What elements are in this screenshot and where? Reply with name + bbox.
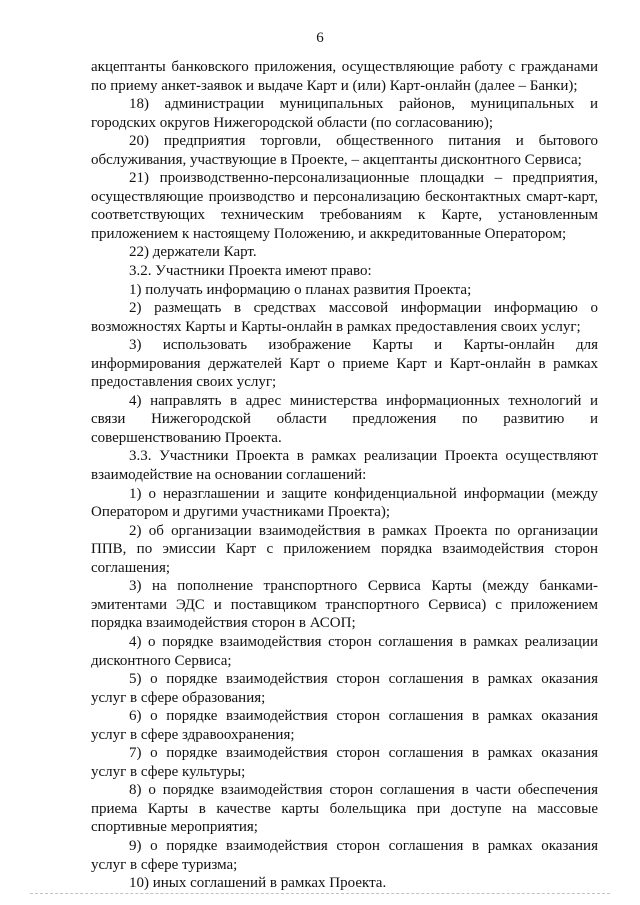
agreement-item-4: 4) о порядке взаимодействия сторон соглашения в рамках реализации дисконтного Сервиса; [91, 633, 598, 669]
agreement-item-7: 7) о порядке взаимодействия сторон соглашения в рамках оказания услуг в сфере культуры; [91, 745, 598, 780]
agreement-item-5: 5) о порядке взаимодействия сторон соглашения в рамках оказания услуг в сфере образования; [91, 671, 598, 706]
rights-item-1: 1) получать информацию о планах развития Проекта; [129, 281, 472, 298]
section-3-3-heading: 3.3. Участники Проекта в рамках реализации Проекта осуществляют взаимодействие на основании соглашений: [91, 448, 598, 484]
list-item-20: 20) предприятия торговли, общественного питания и бытового обслуживания, участвующие в Проекте, – акцептанты дисконтного Сервиса; [91, 133, 598, 168]
list-item-18: 18) администрации муниципальных районов, муниципальных и городских округов Нижегородской области (по согласованию); [91, 96, 598, 131]
agreement-item-8: 8) о порядке взаимодействия сторон соглашения в части обеспечения приема Карты в качестве карты болельщика при доступе на массовые спортивные мероприятия; [91, 782, 598, 836]
document-body [91, 58, 598, 893]
agreement-item-9: 9) о порядке взаимодействия сторон соглашения в рамках оказания услуг в сфере туризма; [91, 837, 598, 873]
scan-bottom-edge [30, 893, 610, 894]
agreement-item-1: 1) о неразглашении и защите конфиденциальной информации (между Оператором и другими участниками Проекта); [91, 485, 598, 521]
agreement-item-6: 6) о порядке взаимодействия сторон соглашения в рамках оказания услуг в сфере здравоохранения; [91, 708, 598, 743]
agreement-item-10: 10) иных соглашений в рамках Проекта. [129, 875, 387, 892]
rights-item-4: 4) направлять в адрес министерства информационных технологий и связи Нижегородской области предложения по развитию и совершенствованию Проекта. [91, 392, 598, 446]
agreement-item-3: 3) на пополнение транспортного Сервиса Карты (между банками-эмитентами ЭДС и поставщиком транспортного Сервиса) с приложением порядка взаимодействия сторон в АСОП; [91, 578, 598, 632]
list-item-21: 21) производственно-персонализационные площадки – предприятия, осуществляющие производство и персонализацию бесконтактных смарт-карт, соответствующих техническим требованиям к Карте, установленным приложением к настоящему Положению, и аккредитованные Оператором; [91, 170, 598, 242]
rights-item-3: 3) использовать изображение Карты и Карты-онлайн для информирования держателей Карт о приеме Карт и Карт-онлайн в рамках предоставления своих услуг; [91, 337, 598, 391]
section-3-2-heading: 3.2. Участники Проекта имеют право: [129, 263, 372, 280]
page-number: 6 [316, 30, 324, 46]
list-item-22: 22) держатели Карт. [129, 244, 257, 261]
rights-item-2: 2) размещать в средствах массовой информации информацию о возможностях Карты и Карты-онлайн в рамках предоставления своих услуг; [91, 300, 598, 335]
agreement-item-2: 2) об организации взаимодействия в рамках Проекта по организации ППВ, по эмиссии Карт с приложением порядка взаимодействия сторон соглашения; [91, 522, 598, 576]
paragraph-continuation: акцептанты банковского приложения, осуществляющие работу с гражданами по приему анкет-заявок и выдаче Карт и (или) Карт-онлайн (далее – Банки); [91, 59, 598, 94]
